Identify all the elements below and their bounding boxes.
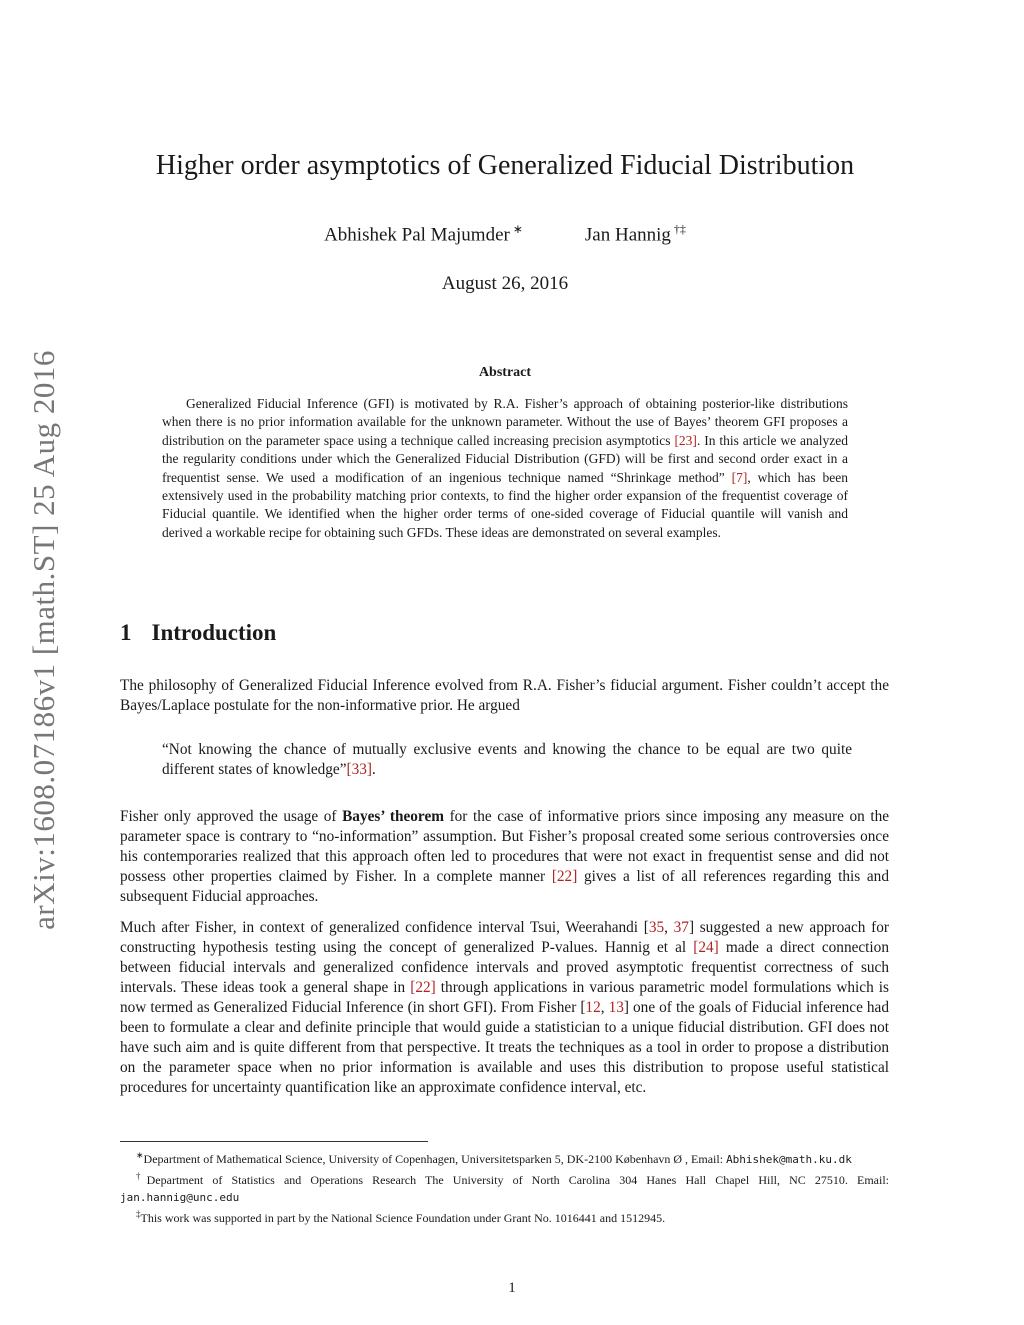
- citation-link[interactable]: [7]: [731, 469, 748, 485]
- paragraph-segment: ] suggested a new approach for constructing hypothesis testing using the concept of generalized P-values. Hannig et al: [120, 919, 889, 956]
- paper-title: Higher order asymptotics of Generalized Fiducial Distribution: [155, 150, 855, 181]
- intro-paragraph-3: [120, 918, 889, 1098]
- paragraph-segment: for the case of informative priors since imposing any measure on the parameter space is contrary to “no-information” assumption. But Fisher’s proposal created some serious controversies once his contemporaries realized that this approach often led to procedures that were not exact in frequentist sense and did not possess other properties claimed by Fisher. In a complete manner: [120, 808, 890, 885]
- abstract-segment: , which has been extensively used in the probability matching prior contexts, to find the higher order expansion of the frequentist coverage of Fiducial quantile. We identified when the higher order terms of one-sided coverage of Fiducial quantile will vanish and derived a workable recipe for obtaining such GFDs. These ideas are demonstrated on several examples.: [162, 469, 848, 540]
- footnote-mark: †: [136, 1171, 147, 1182]
- author-mark: ∗: [512, 222, 523, 236]
- fisher-quote: [162, 740, 852, 780]
- email-link[interactable]: jan.hannig@unc.edu: [120, 1190, 240, 1204]
- abstract-heading: Abstract: [478, 365, 532, 380]
- footnote-text: Department of Statistics and Operations Research The University of North Carolina 304 Hanes Hall Chapel Hill, NC 27510. Email:: [146, 1173, 890, 1188]
- paragraph-segment: gives a list of all references regarding this and subsequent Fiducial approaches.: [120, 868, 889, 905]
- author-name: Abhishek Pal Majumder: [324, 224, 510, 246]
- footnote-text: This work was supported in part by the National Science Foundation under Grant No. 1016441 and 1512945.: [140, 1211, 666, 1226]
- section-title: Introduction: [151, 620, 277, 645]
- section-number: 1: [120, 620, 132, 645]
- section-heading: [120, 620, 276, 646]
- paper-date: August 26, 2016: [441, 273, 569, 294]
- author-mark: †‡: [673, 222, 686, 236]
- citation-link[interactable]: [22]: [410, 979, 436, 996]
- abstract-segment: . In this article we analyzed the regularity conditions under which the Generalized Fiducial Distribution (GFD) will be first and second order exact in a frequentist sense. We used a modification of an ingenious technique named “Shrinkage method”: [162, 432, 849, 485]
- quote-end: .: [372, 761, 376, 778]
- paragraph-segment: ] one of the goals of Fiducial inference had been to formulate a clear and definite principle that would guide a statistician to a unique fiducial distribution. GFI does not have such aim and is quite different from that perspective. It treats the techniques as a tool in order to propose a distribution on the parameter space when no prior information is available and uses this distribution to propose useful statistical procedures for uncertainty quantification like an approximate confidence interval, etc.: [120, 999, 889, 1096]
- footnotes: [120, 1147, 889, 1227]
- paragraph-segment: ,: [664, 919, 674, 936]
- footnote-mark: ∗: [136, 1150, 144, 1160]
- footnote: [120, 1147, 889, 1168]
- paragraph-segment: Much after Fisher, in context of generalized confidence interval Tsui, Weerahandi [: [120, 919, 649, 936]
- footnote-divider: [120, 1141, 428, 1142]
- footnote-text: Department of Mathematical Science, University of Copenhagen, Universitetsparken 5, DK-2100 København Ø , Email:: [143, 1152, 727, 1166]
- arxiv-identifier: arXiv:1608.07186v1 [math.ST] 25 Aug 2016: [26, 350, 61, 930]
- citation-link[interactable]: 35: [648, 919, 665, 936]
- quote-text: “Not knowing the chance of mutually exclusive events and knowing the chance to be equal are two quite different states of knowledge”: [162, 741, 852, 778]
- author: [585, 222, 686, 246]
- author: [324, 222, 523, 246]
- citation-link[interactable]: [22]: [551, 868, 578, 885]
- email-link[interactable]: Abhishek@math.ku.dk: [726, 1153, 852, 1166]
- footnote: [120, 1168, 889, 1206]
- bold-term: Bayes’ theorem: [342, 808, 444, 825]
- page-number: 1: [508, 1280, 516, 1296]
- paragraph-segment: ,: [600, 999, 609, 1016]
- citation-link[interactable]: 37: [673, 919, 689, 936]
- abstract-text: [162, 395, 848, 542]
- footnote-mark: ‡: [136, 1209, 141, 1220]
- citation-link[interactable]: 12: [585, 999, 601, 1016]
- paragraph-segment: made a direct connection between fiducial intervals and generalized confidence intervals and proved asymptotic frequentist correctness of such intervals. These ideas took a general shape in: [120, 939, 889, 996]
- author-name: Jan Hannig: [584, 224, 671, 246]
- footnote: [120, 1206, 889, 1226]
- intro-paragraph-2: [120, 807, 889, 907]
- intro-paragraph-1: The philosophy of Generalized Fiducial Inference evolved from R.A. Fisher’s fiducial argument. Fisher couldn’t accept the Bayes/Laplace postulate for the non-informative prior. He argued: [120, 677, 889, 714]
- author-list: [120, 222, 890, 246]
- citation-link[interactable]: [33]: [346, 761, 372, 778]
- citation-link[interactable]: [23]: [674, 432, 697, 448]
- paragraph-segment: Fisher only approved the usage of: [120, 808, 343, 825]
- citation-link[interactable]: 13: [608, 999, 624, 1016]
- paragraph-segment: through applications in various parametric model formulations which is now termed as Generalized Fiducial Inference (in short GFI). From Fisher [: [120, 979, 889, 1016]
- citation-link[interactable]: [24]: [693, 939, 719, 956]
- abstract-segment: Generalized Fiducial Inference (GFI) is motivated by R.A. Fisher’s approach of obtaining posterior-like distributions when there is no prior information available for the unknown parameter. Without the use of Bayes’ theorem GFI proposes a distribution on the parameter space using a technique called increasing precision asymptotics: [162, 396, 848, 448]
